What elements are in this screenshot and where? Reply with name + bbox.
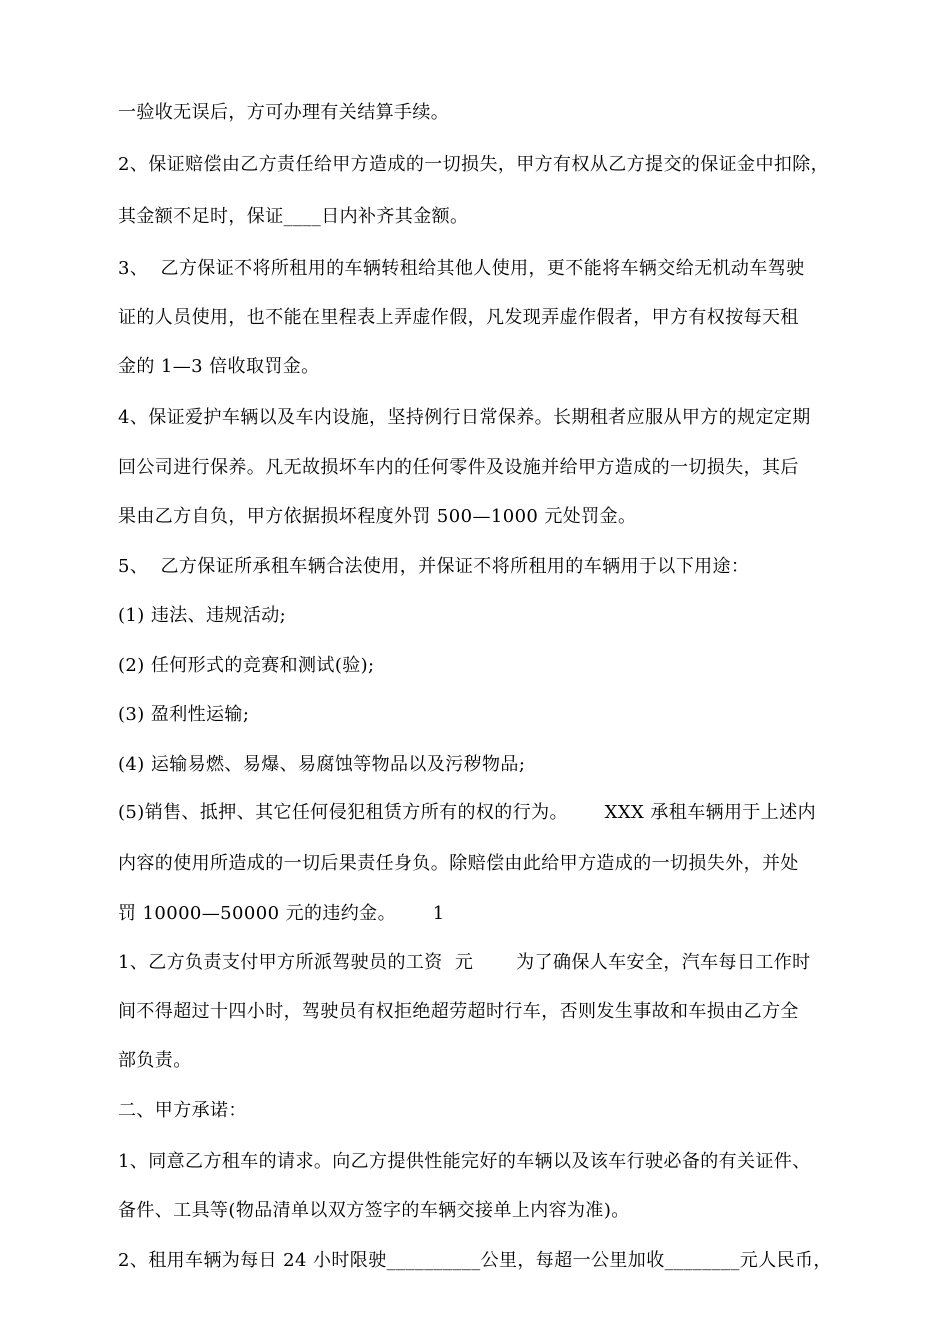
doc-line: (5)销售、抵押、其它任何侵犯租赁方所有的权的行为。 XXX 承租车辆用于上述内 [118, 802, 816, 823]
doc-line: 回公司进行保养。凡无故损坏车内的任何零件及设施并给甲方造成的一切损失，其后 [118, 457, 799, 478]
doc-line: 4、保证爱护车辆以及车内设施，坚持例行日常保养。长期租者应服从甲方的规定定期 [118, 407, 811, 428]
doc-line: 2、租用车辆为每日 24 小时限驶__________公里，每超一公里加收________元人民币， [118, 1250, 832, 1271]
doc-line: 5、 乙方保证所承租车辆合法使用，并保证不将所租用的车辆用于以下用途： [118, 556, 750, 577]
doc-line: 内容的使用所造成的一切后果责任身负。除赔偿由此给甲方造成的一切损失外，并处 [118, 853, 799, 874]
doc-line: (1) 违法、违规活动; [118, 605, 287, 626]
doc-line: 2、保证赔偿由乙方责任给甲方造成的一切损失，甲方有权从乙方提交的保证金中扣除， [118, 154, 830, 175]
doc-line: 证的人员使用，也不能在里程表上弄虚作假，凡发现弄虚作假者，甲方有权按每天租 [118, 307, 799, 328]
doc-line: 罚 10000—50000 元的违约金。 1 [118, 903, 445, 924]
doc-line: (2) 任何形式的竞赛和测试(验); [118, 655, 375, 676]
doc-line: 间不得超过十四小时，驾驶员有权拒绝超劳超时行车，否则发生事故和车损由乙方全 [118, 1001, 799, 1022]
doc-line: 果由乙方自负，甲方依据损坏程度外罚 500—1000 元处罚金。 [118, 506, 637, 527]
doc-line: 金的 1—3 倍收取罚金。 [118, 356, 320, 377]
doc-line: 二、甲方承诺： [118, 1100, 247, 1121]
doc-line: 1、同意乙方租车的请求。向乙方提供性能完好的车辆以及该车行驶必备的有关证件、 [118, 1151, 811, 1172]
doc-line: 3、 乙方保证不将所租用的车辆转租给其他人使用，更不能将车辆交给无机动车驾驶 [118, 258, 805, 279]
doc-line: 部负责。 [118, 1050, 192, 1071]
doc-line: 1、乙方负责支付甲方所派驾驶员的工资 元 为了确保人车安全，汽车每日工作时 [118, 952, 811, 973]
doc-line: (3) 盈利性运输; [118, 704, 250, 725]
doc-line: 其金额不足时，保证____日内补齐其金额。 [118, 206, 469, 227]
doc-line: 备件、工具等(物品清单以双方签字的车辆交接单上内容为准)。 [118, 1200, 630, 1221]
doc-line: (4) 运输易燃、易爆、易腐蚀等物品以及污秽物品; [118, 754, 526, 775]
doc-line: 一验收无误后，方可办理有关结算手续。 [118, 102, 450, 123]
